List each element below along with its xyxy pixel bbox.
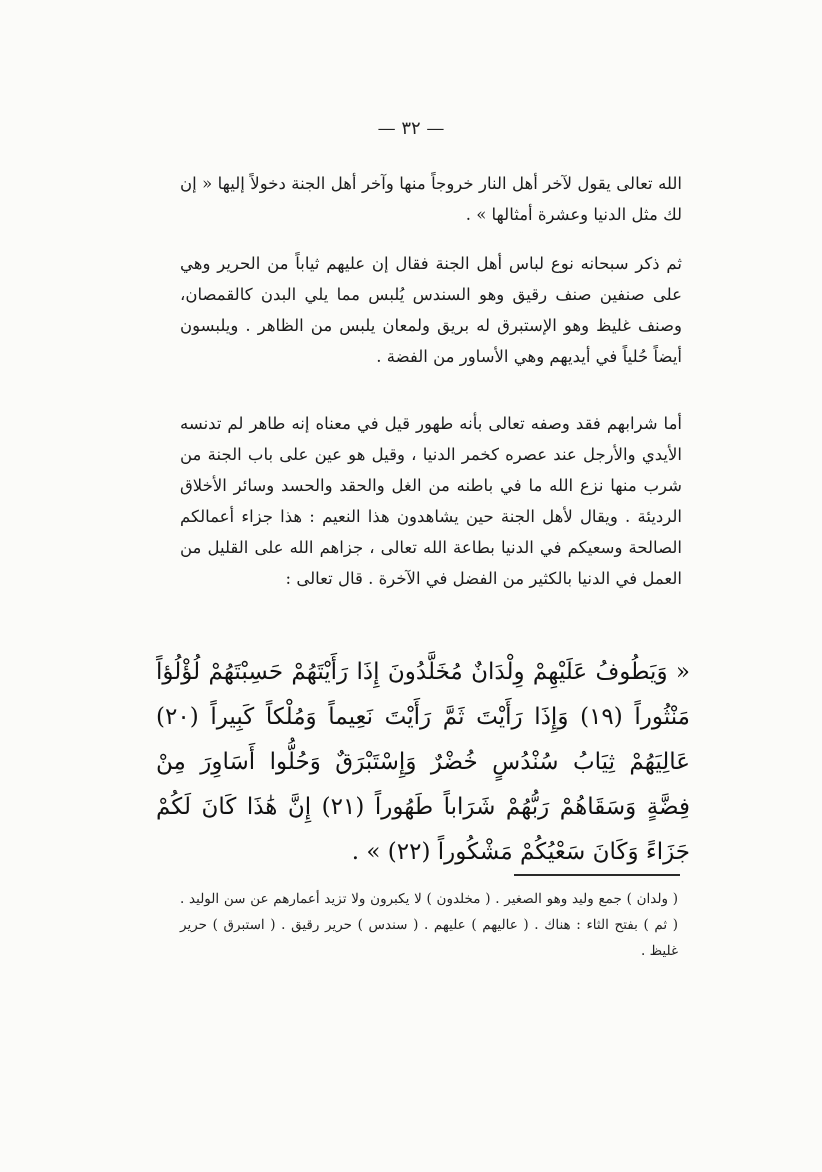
- paragraph-intro-text: الله تعالى يقول لآخر أهل النار خروجاً منها وآخر أهل الجنة دخولاً إليها « إن لك مثل الدنيا وعشرة أمثالها » .: [180, 174, 682, 224]
- footnote: [180, 886, 678, 964]
- footnote-divider: [514, 874, 680, 876]
- quran-verse-text: « وَيَطُوفُ عَلَيْهِمْ وِلْدَانٌ مُخَلَّدُونَ إِذَا رَأَيْتَهُمْ حَسِبْتَهُمْ لُؤْلُؤاً مَنْثُوراً (١٩) وَإِذَا رَأَيْتَ ثَمَّ رَأَيْتَ نَعِيماً وَمُلْكاً كَبِيراً (٢٠) عَالِيَهُمْ ثِيَابُ سُنْدُسٍ خُضْرٌ وَإِسْتَبْرَقٌ وَحُلُّوا أَسَاوِرَ مِنْ فِضَّةٍ وَسَقَاهُمْ رَبُّهُمْ شَرَاباً طَهُوراً (٢١) إِنَّ هَٰذَا كَانَ لَكُمْ جَزَاءً وَكَانَ سَعْيُكُمْ مَشْكُوراً (٢٢) » .: [156, 659, 690, 865]
- paragraph-intro: [180, 168, 682, 230]
- paragraph-clothing-text: ثم ذكر سبحانه نوع لباس أهل الجنة فقال إن عليهم ثياباً من الحرير وهي على صنفين صنف رقيق وهو السندس يُلبس مما يلي البدن كالقمصان، وصنف غليظ وهو الإستبرق له بريق ولمعان يلبس من الظاهر . ويلبسون أيضاً حُلياً في أيديهم وهي الأساور من الفضة .: [180, 254, 682, 366]
- paragraph-drink: [180, 408, 682, 594]
- paragraph-clothing: [180, 248, 682, 372]
- paragraph-drink-text: أما شرابهم فقد وصفه تعالى بأنه طهور قيل في معناه إنه طاهر لم تدنسه الأيدي والأرجل عند عصره كخمر الدنيا ، وقيل هو عين على باب الجنة من شرب منها نزع الله ما في باطنه من الغل والحقد والحسد وسائر الأخلاق الرديئة . ويقال لأهل الجنة حين يشاهدون هذا النعيم : هذا جزاء أعمالكم الصالحة وسعيكم في الدنيا بطاعة الله تعالى ، جزاهم الله على القليل من العمل في الدنيا بالكثير من الفضل في الآخرة . قال تعالى :: [180, 414, 682, 588]
- quran-verse: [156, 650, 690, 875]
- page-number: — ٣٢ —: [377, 118, 445, 139]
- footnote-text: ( ولدان ) جمع وليد وهو الصغير . ( مخلدون ) لا يكبرون ولا تزيد أعمارهم عن سن الوليد . ( ثم ) بفتح الثاء : هناك . ( عاليهم ) عليهم . ( سندس ) حرير رقيق . ( استبرق ) حرير غليظ .: [180, 891, 678, 959]
